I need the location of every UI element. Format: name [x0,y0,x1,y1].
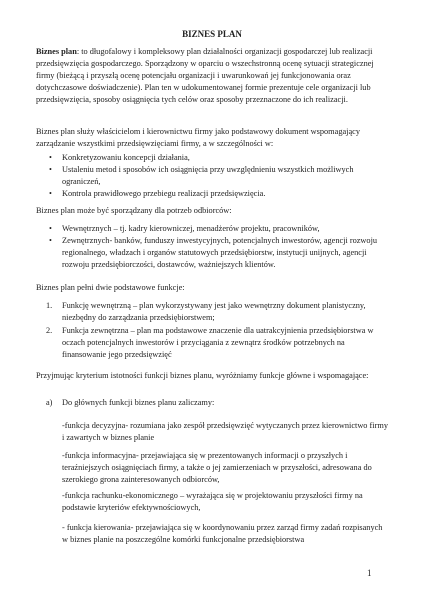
list-item: • Ustaleniu metod i sposobów ich osiągnięcia przy uwzględnieniu wszystkich możliwych ograniczeń, [49,165,354,186]
function-item: - funkcja kierowania- przejawiająca się w koordynowaniu przez zarząd firmy zadań rozpisanych w biznes planie na poszczególne komórki funkcjonalne przedsiębiorstwa [62,523,383,544]
list-item: 1. Funkcję wewnętrzną – plan wykorzystywany jest jako wewnętrzny dokument planistyczny, niezbędny do zarządzania przedsiębiorstwem; [46,301,366,322]
list-item: • Konkretyzowaniu koncepcji działania, [49,153,190,162]
criterion-sub: a) Do głównych funkcji biznes planu zaliczamy: [46,398,215,407]
serves-paragraph [36,126,388,150]
function-item: -funkcja rachunku-ekonomicznego – wyrażająca się w projektowaniu przyszłości firmy na podstawie kryteriów efektywnościowych, [62,491,363,512]
list-item: • Kontrola prawidłowego przebiegu realizacji przedsięwzięcia. [49,189,266,198]
bullet-icon: • [49,153,52,162]
function-item: -funkcja decyzyjna- rozumiana jako zespół przedsięwzięć wytyczanych przez kierownictwo firmy i zawartych w biznes planie [62,421,388,442]
recipients-text: Biznes plan może być sporządzany dla potrzeb odbiorców: [36,206,232,215]
page-number: 1 [367,568,372,578]
list-item: • Zewnętrznych- banków, funduszy inwestycyjnych, potencjalnych inwestorów, agencji rozwoju regionalnego, władzach i organów statutowych przedsiębiorstw, instytucji unijnych, agencji rozwoju przedsiębiorczości, dostawców, ważniejszych klientów. [49,236,378,269]
serves-list [36,152,388,200]
list-item: 2. Funkcja zewnętrzna – plan ma podstawowe znaczenie dla uatrakcyjnienia przedsiębiorstwa w oczach potencjalnych inwestorów i przyciągania z zewnątrz środków potrzebnych na finansowanie jego przedsięwzięć [46,326,374,359]
bullet-icon: • [49,236,52,245]
list-item: • Wewnętrznych – tj. kadry kierowniczej, menadżerów projektu, pracowników, [49,224,320,233]
bullet-icon: • [49,165,52,174]
bullet-icon: • [49,189,52,198]
bullet-icon: • [49,224,52,233]
intro-term: Biznes plan [36,47,77,56]
intro-text: : to długofalowy i kompleksowy plan działalności organizacji gospodarczej lub realizacji przedsięwzięcia gospodarczego. Sporządzony w oparciu o wszechstronną ocenę sytuacji strategicznej firmy (bieżącą i przyszłą ocenę potencjału organizacji i uwarunkowań jej funkcjonowania oraz dotychczasowe doświadczenie). Plan ten w udokumentowanej formie prezentuje cele organizacji lub przedsięwzięcia, sposoby osiągnięcia tych celów oraz sposoby przeznaczone do ich realizacji. [36,47,374,104]
criterion-text: Przyjmując kryterium istotności funkcji biznes planu, wyróżniamy funkcje główne i wspomagające: [36,371,369,380]
document-title: BIZNES PLAN [182,29,242,39]
functions-list [36,300,388,361]
recipients-list [36,223,388,271]
functions-text: Biznes plan pełni dwie podstawowe funkcje: [36,283,185,292]
serves-text: Biznes plan służy właścicielom i kierownictwu firmy jako podstawowy dokument wspomagający zarządzanie wszystkimi przedsięwzięciami firmy, a w szczególności w: [36,127,360,148]
function-item: -funkcja informacyjna- przejawiająca się w prezentowanych informacji o przyszłych i teraźniejszych osiągnięciach firmy, a także o jej zamierzeniach w przyszłości, adresowana do szerokiego grona zainteresowanych odbiorców, [62,451,372,484]
intro-paragraph [36,46,388,106]
